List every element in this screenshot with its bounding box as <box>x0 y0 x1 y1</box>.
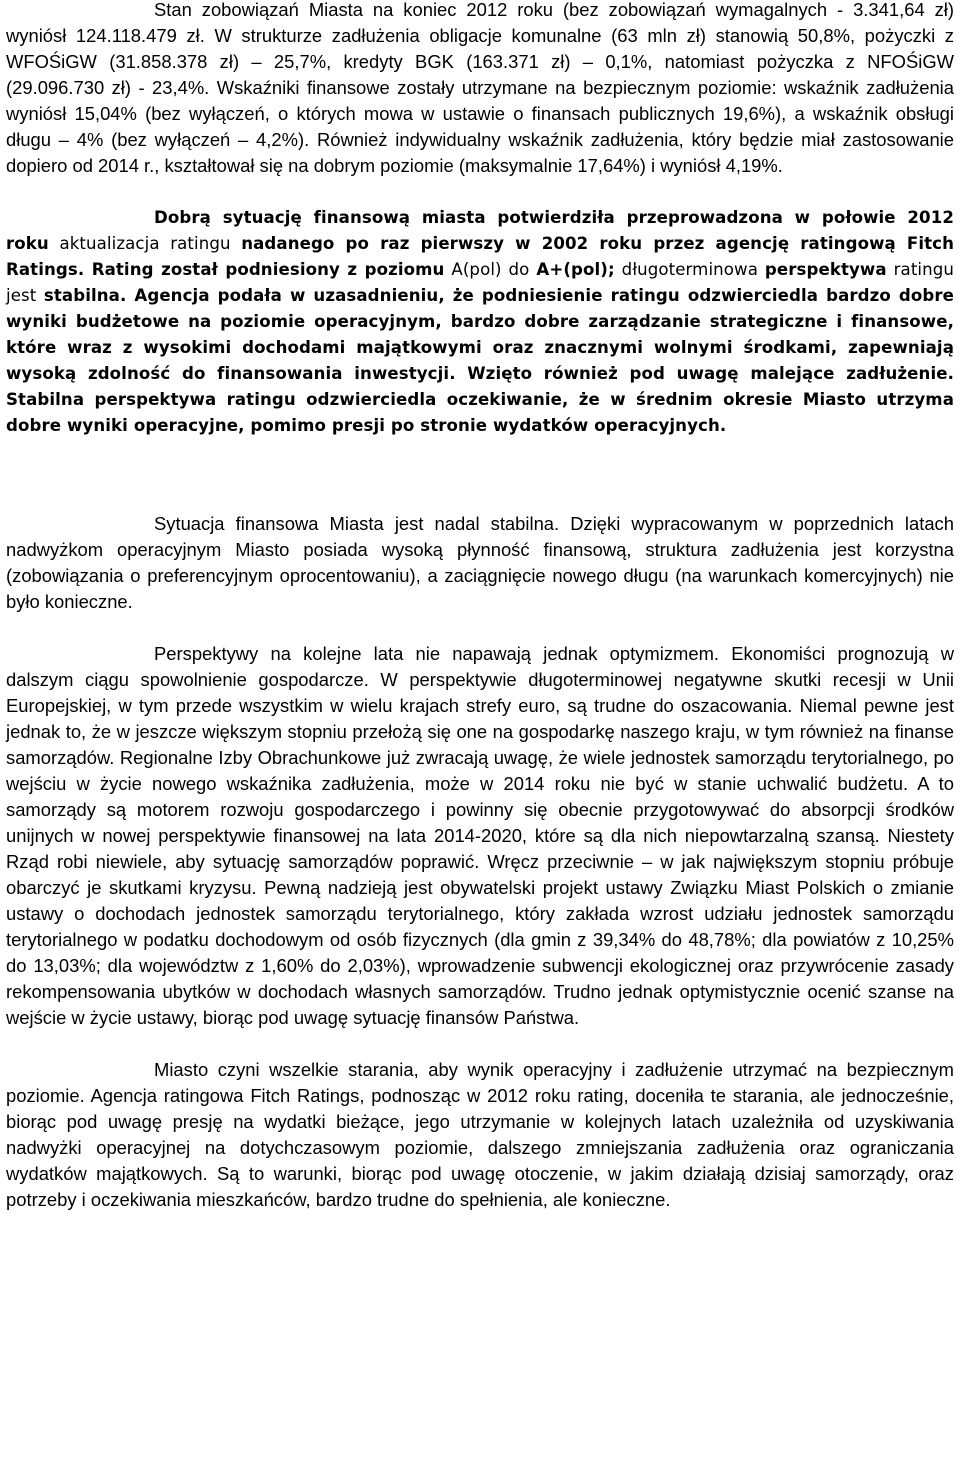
rating-text-regular-4: ratingu jest <box>6 260 954 305</box>
rating-text-regular-3: długoterminowa <box>614 260 765 279</box>
rating-text-bold-4: perspektywa <box>764 260 887 279</box>
rating-text-bold-5: stabilna. Agencja podała w uzasadnieniu, że podniesienie ratingu odzwierciedla bardzo dobre wyniki budżetowe na poziomie operacyjnym, bardzo dobre zarządzanie strategiczne i finansowe, które wraz z wysokimi dochodami majątkowymi oraz znacznymi wolnymi środkami, zapewniają wysoką zdolność do finansowania inwestycji. Wzięto również pod uwagę malejące zadłużenie. Stabilna perspektywa ratingu odzwierciedla oczekiwanie, że w średnim okresie Miasto utrzyma dobre wyniki operacyjne, pomimo presji po stronie wydatków operacyjnych. <box>6 286 955 435</box>
paragraph-city-efforts: Miasto czyni wszelkie starania, aby wynik operacyjny i zadłużenie utrzymać na bezpiecznym poziomie. Agencja ratingowa Fitch Ratings, podnosząc w 2012 roku rating, doceniła te starania, ale jednocześnie, biorąc pod uwagę presję na wydatki bieżące, jego utrzymanie w kolejnych latach uzależniła od uzyskiwania nadwyżki operacyjnej na dotychczasowym poziomie, dalszego zmniejszania zadłużenia oraz ograniczania wydatków majątkowych. Są to warunki, biorąc pod uwagę otoczenie, w jakim działają dzisiaj samorządy, oraz potrzeby i oczekiwania mieszkańców, bardzo trudne do spełnienia, ale konieczne. <box>6 1059 954 1210</box>
rating-text-regular-2: A(pol) do <box>444 260 537 279</box>
paragraph-spacer <box>6 179 954 205</box>
paragraph-spacer <box>6 1031 954 1057</box>
rating-text-bold-1: Dobrą sytuację finansową miasta potwierdziła przeprowadzona w połowie 2012 roku <box>6 208 954 253</box>
rating-text-bold-3: A+(pol); <box>536 260 615 279</box>
paragraph-spacer <box>6 615 954 641</box>
paragraph-debt-structure: Stan zobowiązań Miasta na koniec 2012 roku (bez zobowiązań wymagalnych - 3.341,64 zł) wyniósł 124.118.479 zł. W strukturze zadłużenia obligacje komunalne (63 mln zł) stanowią 50,8%, pożyczki z WFOŚiGW (31.858.378 zł) – 25,7%, kredyty BGK (163.371 zł) – 0,1%, natomiast pożyczka z NFOŚiGW (29.096.730 zł) - 23,4%. Wskaźniki finansowe zostały utrzymane na bezpiecznym poziomie: wskaźnik zadłużenia wyniósł 15,04% (bez wyłączeń, o których mowa w ustawie o finansach publicznych 19,6%), a wskaźnik obsługi długu – 4% (bez wyłączeń – 4,2%). Również indywidualny wskaźnik zadłużenia, który będzie miał zastosowanie dopiero od 2014 r., kształtował się na dobrym poziomie (maksymalnie 17,64%) i wyniósł 4,19%. <box>6 0 954 176</box>
rating-text-bold-2: nadanego po raz pierwszy w 2002 roku przez agencję ratingową Fitch Ratings. Rating został podniesiony z poziomu <box>6 234 955 279</box>
paragraph-financial-stability: Sytuacja finansowa Miasta jest nadal stabilna. Dzięki wypracowanym w poprzednich latach nadwyżkom operacyjnym Miasto posiada wysoką płynność finansową, struktura zadłużenia jest korzystna (zobowiązania o preferencyjnym oprocentowaniu), a zaciągnięcie nowego długu (na warunkach komercyjnych) nie było konieczne. <box>6 513 954 612</box>
rating-text-regular-1: aktualizacja ratingu <box>48 234 242 253</box>
paragraph-spacer <box>6 439 954 511</box>
paragraph-rating-update <box>6 205 954 439</box>
paragraph-outlook: Perspektywy na kolejne lata nie napawają jednak optymizmem. Ekonomiści prognozują w dalszym ciągu spowolnienie gospodarcze. W perspektywie długoterminowej negatywne skutki recesji w Unii Europejskiej, w tym przede wszystkim w wielu krajach strefy euro, są trudne do oszacowania. Niemal pewne jest jednak to, że w jeszcze większym stopniu przełożą się one na gospodarkę naszego kraju, w tym również na finanse samorządów. Regionalne Izby Obrachunkowe już zwracają uwagę, że wiele jednostek samorządu terytorialnego, po wejściu w życie nowego wskaźnika zadłużenia, może w 2014 roku nie być w stanie uchwalić budżetu. A to samorządy są motorem rozwoju gospodarczego i powinny się obecnie przygotowywać do absorpcji środków unijnych w nowej perspektywie finansowej na lata 2014-2020, które są dla nich niepowtarzalną szansą. Niestety Rząd robi niewiele, aby sytuację samorządów poprawić. Wręcz przeciwnie – w jak największym stopniu próbuje obarczyć je skutkami kryzysu. Pewną nadzieją jest obywatelski projekt ustawy Związku Miast Polskich o zmianie ustawy o dochodach jednostek samorządu terytorialnego, który zakłada wzrost udziału jednostek samorządu terytorialnego w podatku dochodowym od osób fizycznych (dla gmin z 39,34% do 48,78%; dla powiatów z 10,25% do 13,03%; dla województw z 1,60% do 2,03%), wprowadzenie subwencji ekologicznej oraz przywrócenie zasady rekompensowania ubytków w dochodach własnych samorządów. Trudno jednak optymistycznie ocenić szanse na wejście w życie ustawy, biorąc pod uwagę sytuację finansów Państwa. <box>6 643 954 1028</box>
